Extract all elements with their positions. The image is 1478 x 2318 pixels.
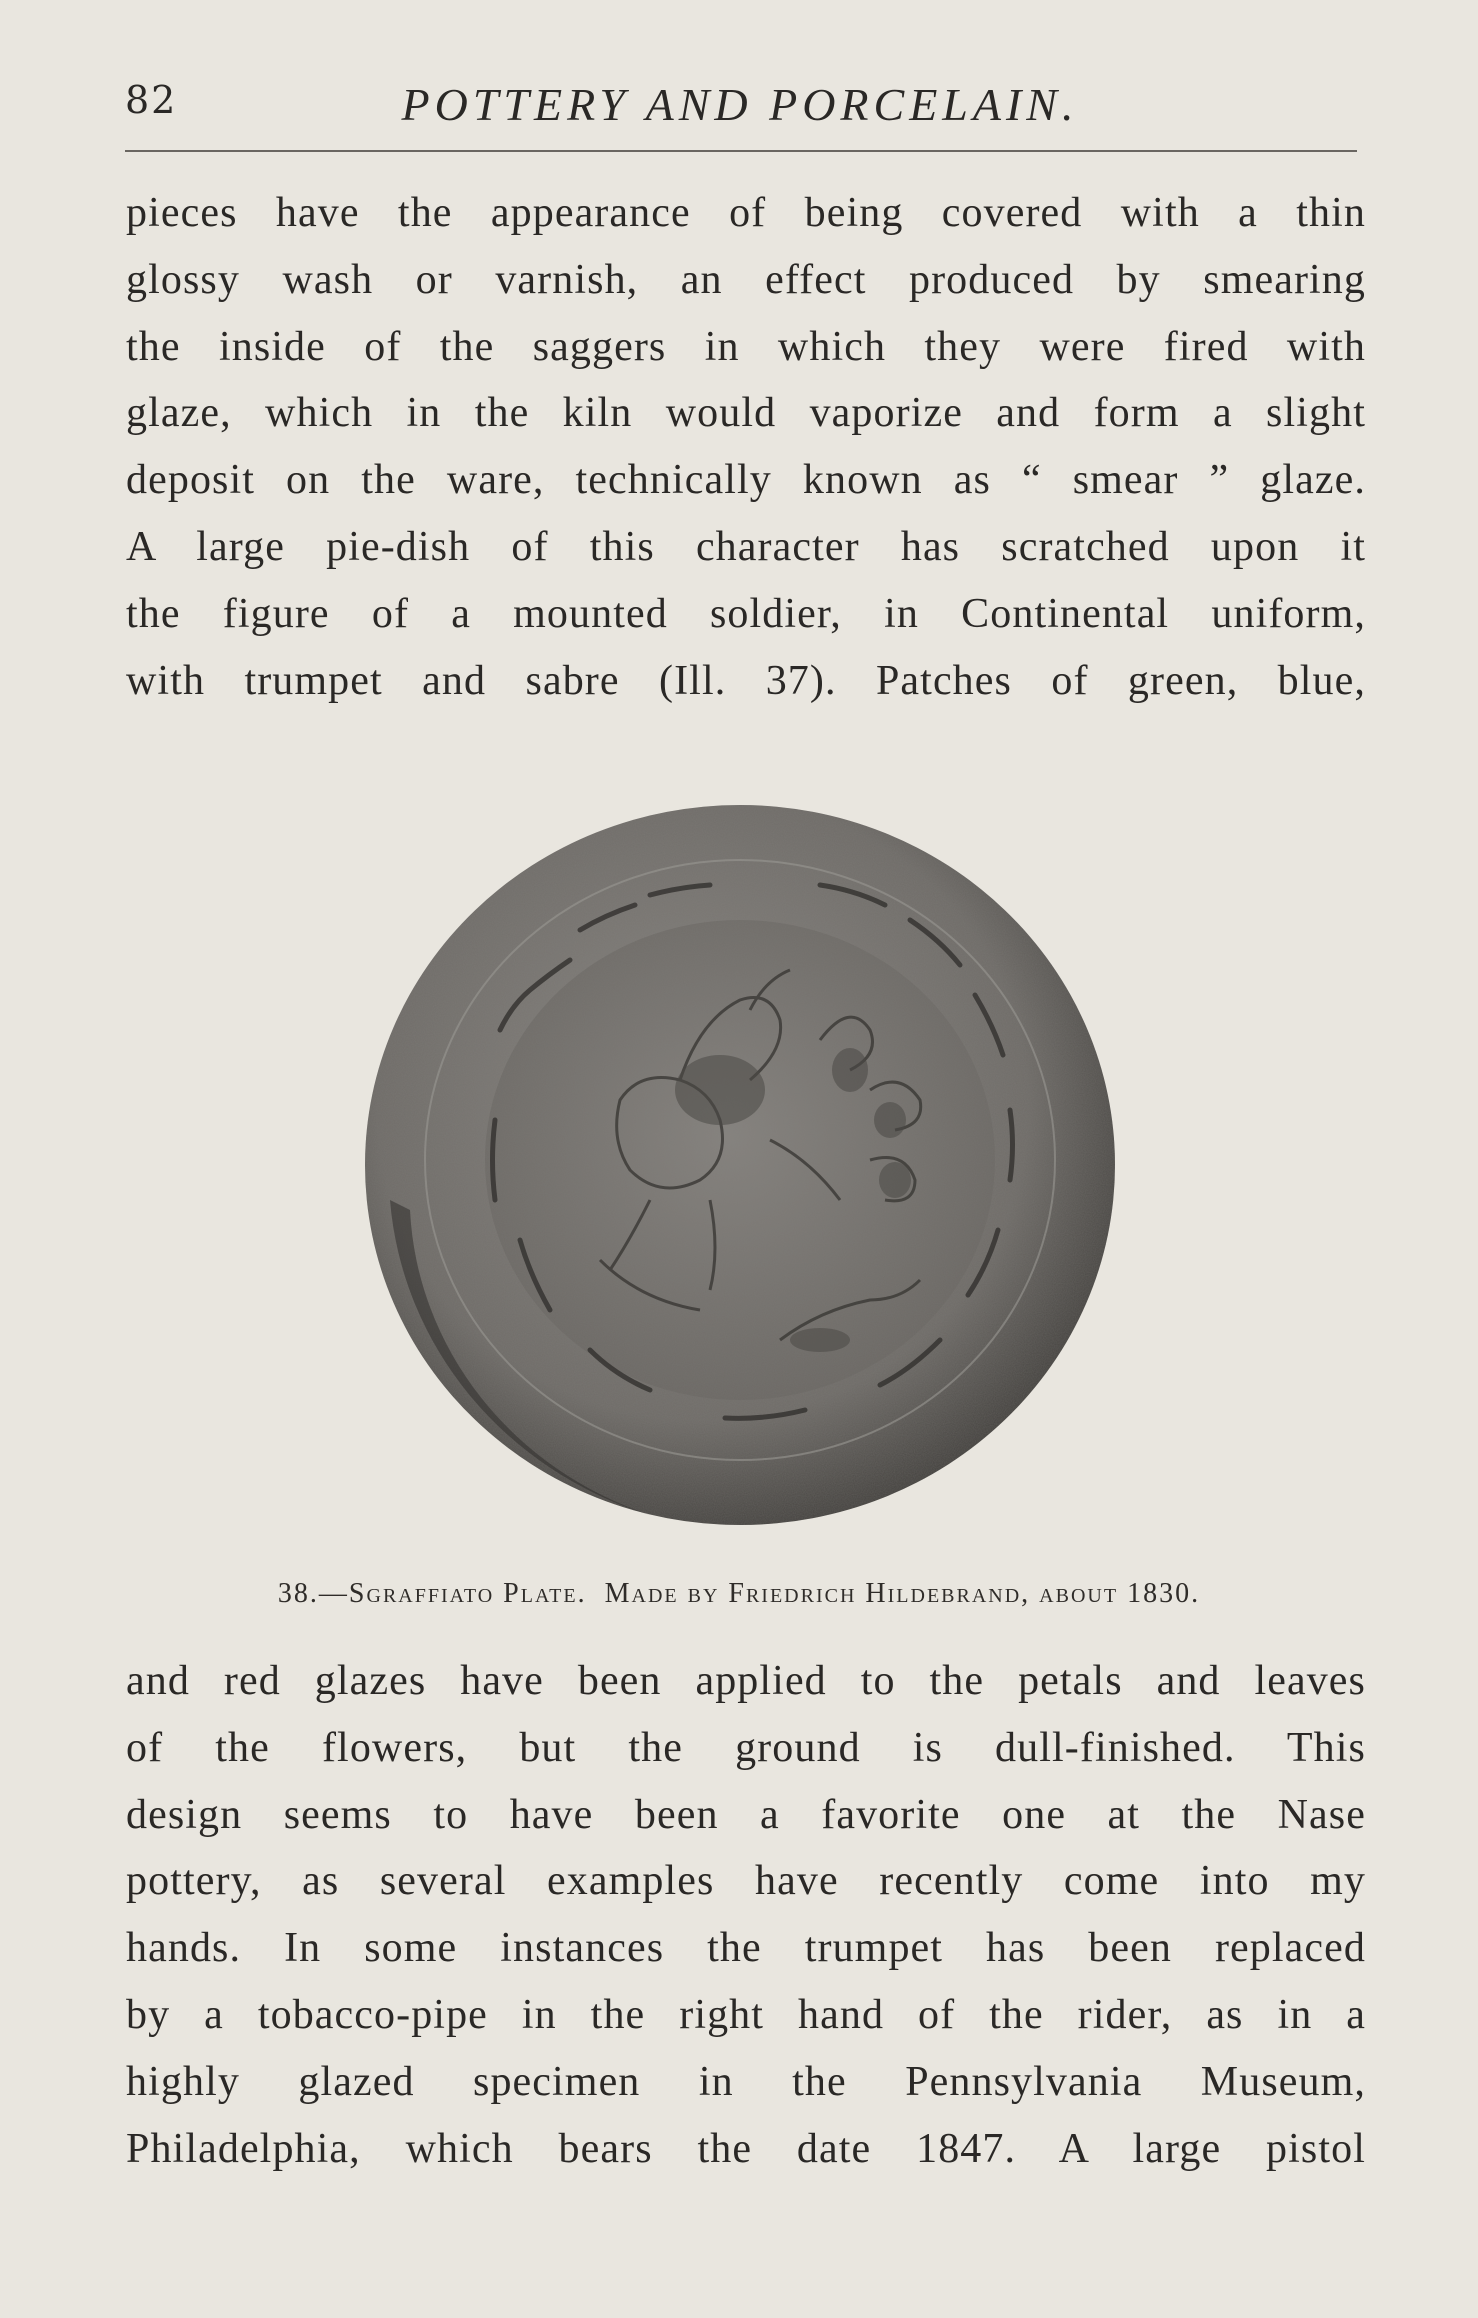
text-line: hands. In some instances the trumpet has been replaced — [126, 1925, 1366, 1972]
text-line: glaze, which in the kiln would vaporize and form a slight — [126, 390, 1366, 437]
text-line: glossy wash or varnish, an effect produced by smearing — [126, 256, 1366, 303]
text-line: pottery, as several examples have recently come into my — [126, 1858, 1366, 1905]
text-line: by a tobacco-pipe in the right hand of the rider, as in a — [126, 1991, 1366, 2038]
text-line: pieces have the appearance of being covered with a thin — [126, 190, 1366, 236]
text-line: of the flowers, but the ground is dull-finished. This — [126, 1724, 1366, 1771]
text-line: and red glazes have been applied to the petals and leaves — [126, 1658, 1366, 1704]
caption-detail: Made by Friedrich Hildebrand, about 1830. — [604, 1578, 1201, 1609]
header-rule — [125, 150, 1357, 152]
text-line: the inside of the saggers in which they were fired with — [126, 323, 1366, 370]
running-head: POTTERY AND PORCELAIN. — [401, 79, 1079, 130]
page-number: 82 — [125, 78, 178, 122]
caption-title: Sgraffiato Plate. — [348, 1578, 587, 1609]
text-line: Philadelphia, which bears the date 1847. A large pistol — [126, 2125, 1366, 2172]
paragraph-bottom — [126, 1648, 1366, 2182]
caption-number: 38.— — [277, 1578, 349, 1609]
text-line: highly glazed specimen in the Pennsylvania Museum, — [126, 2058, 1366, 2105]
text-line: design seems to have been a favorite one at the Nase — [126, 1791, 1366, 1838]
paragraph-top — [126, 180, 1366, 714]
text-line: A large pie-dish of this character has scratched upon it — [126, 523, 1366, 570]
sgraffiato-plate-figure — [350, 780, 1130, 1540]
text-line: the figure of a mounted soldier, in Continental uniform, — [126, 590, 1366, 637]
text-line: with trumpet and sabre (Ill. 37). Patches of green, blue, — [126, 657, 1366, 704]
plate-illustration — [350, 780, 1130, 1540]
text-line: deposit on the ware, technically known as “ smear ” glaze. — [126, 457, 1366, 504]
figure-caption — [0, 1578, 1478, 1610]
page-header — [125, 78, 1355, 138]
